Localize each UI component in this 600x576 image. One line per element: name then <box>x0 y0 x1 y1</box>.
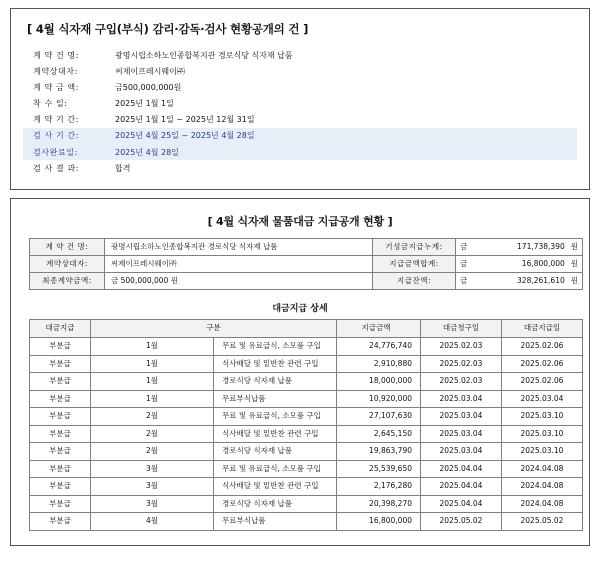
payment-request-date-cell: 2025.03.04 <box>421 425 502 443</box>
table-row <box>30 390 583 408</box>
payment-item-cell: 무료부식납품 <box>214 513 337 531</box>
currency-prefix: 금 <box>460 241 468 251</box>
contract-info-table <box>23 47 577 177</box>
payment-date-cell: 2024.04.08 <box>502 478 583 496</box>
payment-summary-row <box>30 255 583 272</box>
contract-info-label: 계 약 건 명: <box>33 50 80 60</box>
contract-info-value: 금500,000,000원 <box>115 82 182 92</box>
payment-month-cell: 2월 <box>91 443 214 461</box>
payment-month-cell: 3월 <box>91 495 214 513</box>
contract-info-row <box>23 128 577 144</box>
table-row <box>30 495 583 513</box>
payment-amount-cell: 2,645,150 <box>337 425 421 443</box>
payment-item-cell: 식사배달 및 밑반찬 관련 구입 <box>214 355 337 373</box>
payment-request-date-cell: 2025.03.04 <box>421 408 502 426</box>
contract-info-row <box>23 96 577 112</box>
payment-item-cell: 무료 및 유료급식, 소모품 구입 <box>214 460 337 478</box>
detail-column-header: 지급금액 <box>337 319 421 337</box>
table-row <box>30 338 583 356</box>
payment-summary-table <box>29 238 583 290</box>
payment-type-cell: 부분급 <box>30 495 91 513</box>
summary-left-label: 최종계약금액: <box>30 272 105 289</box>
contract-info-value: 2025년 4월 25일 ~ 2025년 4월 28일 <box>111 128 577 144</box>
payment-request-date-cell: 2025.03.04 <box>421 390 502 408</box>
payment-item-cell: 경로식당 식자재 납품 <box>214 373 337 391</box>
payment-type-cell: 부분급 <box>30 390 91 408</box>
panel-one-title: [ 4월 식자재 구입(부식) 감리·감독·검사 현황공개의 건 ] <box>27 22 309 36</box>
detail-column-header: 구분 <box>91 319 337 337</box>
panel-two-title: [ 4월 식자재 물품대금 지급공개 현황 ] <box>207 214 393 228</box>
currency-unit: 원 <box>570 275 578 285</box>
payment-amount-cell: 16,800,000 <box>337 513 421 531</box>
table-row <box>30 443 583 461</box>
summary-right-label: 기성금지급누계: <box>373 238 456 255</box>
table-row <box>30 460 583 478</box>
summary-left-value: 금 500,000,000 원 <box>105 272 373 289</box>
payment-summary-row <box>30 238 583 255</box>
summary-left-label: 계 약 건 명: <box>30 238 105 255</box>
payment-item-cell: 경로식당 식자재 납품 <box>214 443 337 461</box>
contract-info-row <box>23 63 577 79</box>
payment-request-date-cell: 2025.03.04 <box>421 443 502 461</box>
payment-summary-row <box>30 272 583 289</box>
payment-date-cell: 2025.02.06 <box>502 355 583 373</box>
payment-amount-cell: 19,863,790 <box>337 443 421 461</box>
summary-left-value: 광명시립소하노인종합복지관 경로식당 식자재 납품 <box>105 238 373 255</box>
contract-info-label: 검사완료일: <box>23 144 111 160</box>
amount-value: 328,261,610 <box>517 275 565 285</box>
payment-item-cell: 무료부식납품 <box>214 390 337 408</box>
payment-item-cell: 경로식당 식자재 납품 <box>214 495 337 513</box>
payment-request-date-cell: 2025.02.03 <box>421 373 502 391</box>
summary-right-value <box>456 272 583 289</box>
table-row <box>30 478 583 496</box>
amount-value: 171,738,390 <box>517 241 565 251</box>
payment-request-date-cell: 2025.02.03 <box>421 355 502 373</box>
payment-amount-cell: 10,920,000 <box>337 390 421 408</box>
table-row <box>30 513 583 531</box>
payment-request-date-cell: 2025.05.02 <box>421 513 502 531</box>
payment-item-cell: 무료 및 유료급식, 소모품 구입 <box>214 338 337 356</box>
contract-info-row <box>23 144 577 160</box>
contract-info-row <box>23 47 577 63</box>
payment-disclosure-panel <box>10 198 590 546</box>
summary-right-label: 지급금액합계: <box>373 255 456 272</box>
payment-amount-cell: 27,107,630 <box>337 408 421 426</box>
table-row <box>30 373 583 391</box>
contract-info-label: 계 약 금 액: <box>33 82 80 92</box>
contract-info-label: 검 사 결 과: <box>33 163 80 173</box>
payment-date-cell: 2025.03.10 <box>502 425 583 443</box>
payment-detail-table <box>29 319 583 531</box>
contract-info-label: 착 수 일: <box>33 99 68 109</box>
payment-month-cell: 3월 <box>91 478 214 496</box>
detail-table-header <box>30 319 583 337</box>
contract-info-label: 계약상대자: <box>33 66 78 76</box>
payment-month-cell: 2월 <box>91 425 214 443</box>
payment-month-cell: 4월 <box>91 513 214 531</box>
payment-amount-cell: 24,776,740 <box>337 338 421 356</box>
payment-type-cell: 부분급 <box>30 425 91 443</box>
summary-left-value: 씨제이프레시웨이㈜ <box>105 255 373 272</box>
contract-info-label: 검 사 기 간: <box>23 128 111 144</box>
payment-type-cell: 부분급 <box>30 338 91 356</box>
payment-type-cell: 부분급 <box>30 355 91 373</box>
summary-right-value <box>456 238 583 255</box>
payment-month-cell: 1월 <box>91 338 214 356</box>
payment-date-cell: 2025.02.06 <box>502 338 583 356</box>
payment-amount-cell: 2,910,880 <box>337 355 421 373</box>
payment-request-date-cell: 2025.02.03 <box>421 338 502 356</box>
payment-request-date-cell: 2025.04.04 <box>421 495 502 513</box>
currency-unit: 원 <box>570 258 578 268</box>
payment-type-cell: 부분급 <box>30 408 91 426</box>
contract-info-label: 계 약 기 간: <box>33 115 80 125</box>
payment-date-cell: 2025.03.10 <box>502 443 583 461</box>
contract-info-value: 2025년 1월 1일 <box>115 99 174 109</box>
detail-column-header: 대금지급 <box>30 319 91 337</box>
payment-month-cell: 1월 <box>91 390 214 408</box>
detail-column-header: 대금지급일 <box>502 319 583 337</box>
payment-item-cell: 식사배달 및 밑반찬 관련 구입 <box>214 478 337 496</box>
currency-prefix: 금 <box>460 275 468 285</box>
payment-type-cell: 부분급 <box>30 460 91 478</box>
contract-info-row <box>23 112 577 128</box>
payment-date-cell: 2025.05.02 <box>502 513 583 531</box>
contract-info-row <box>23 160 577 176</box>
payment-date-cell: 2025.03.04 <box>502 390 583 408</box>
payment-month-cell: 1월 <box>91 373 214 391</box>
payment-item-cell: 무료 및 유료급식, 소모품 구입 <box>214 408 337 426</box>
payment-type-cell: 부분급 <box>30 513 91 531</box>
table-row <box>30 355 583 373</box>
payment-date-cell: 2025.02.06 <box>502 373 583 391</box>
payment-type-cell: 부분급 <box>30 443 91 461</box>
table-row <box>30 408 583 426</box>
payment-month-cell: 3월 <box>91 460 214 478</box>
payment-month-cell: 2월 <box>91 408 214 426</box>
payment-amount-cell: 2,176,280 <box>337 478 421 496</box>
currency-prefix: 금 <box>460 258 468 268</box>
contract-info-row <box>23 79 577 95</box>
payment-month-cell: 1월 <box>91 355 214 373</box>
summary-left-label: 계약상대자: <box>30 255 105 272</box>
contract-info-value: 2025년 1월 1일 ~ 2025년 12월 31일 <box>115 115 255 125</box>
payment-date-cell: 2024.04.08 <box>502 460 583 478</box>
payment-amount-cell: 20,398,270 <box>337 495 421 513</box>
payment-type-cell: 부분급 <box>30 478 91 496</box>
summary-right-value <box>456 255 583 272</box>
summary-right-label: 지급잔액: <box>373 272 456 289</box>
payment-request-date-cell: 2025.04.04 <box>421 478 502 496</box>
payment-date-cell: 2024.04.08 <box>502 495 583 513</box>
amount-value: 16,800,000 <box>521 258 565 268</box>
payment-request-date-cell: 2025.04.04 <box>421 460 502 478</box>
payment-type-cell: 부분급 <box>30 373 91 391</box>
detail-column-header: 대금청구일 <box>421 319 502 337</box>
contract-info-value: 합격 <box>115 163 131 173</box>
payment-amount-cell: 25,539,650 <box>337 460 421 478</box>
payment-item-cell: 식사배달 및 밑반찬 관련 구입 <box>214 425 337 443</box>
contract-info-value: 2025년 4월 28일 <box>111 144 577 160</box>
detail-section-title: 대금지급 상세 <box>272 303 328 314</box>
payment-amount-cell: 18,000,000 <box>337 373 421 391</box>
contract-inspection-panel <box>10 8 590 190</box>
currency-unit: 원 <box>570 241 578 251</box>
contract-info-value: 씨제이프레시웨이㈜ <box>115 66 185 76</box>
table-row <box>30 425 583 443</box>
payment-date-cell: 2025.03.10 <box>502 408 583 426</box>
contract-info-value: 광명시립소하노인종합복지관 경로식당 식자재 납품 <box>115 50 293 60</box>
